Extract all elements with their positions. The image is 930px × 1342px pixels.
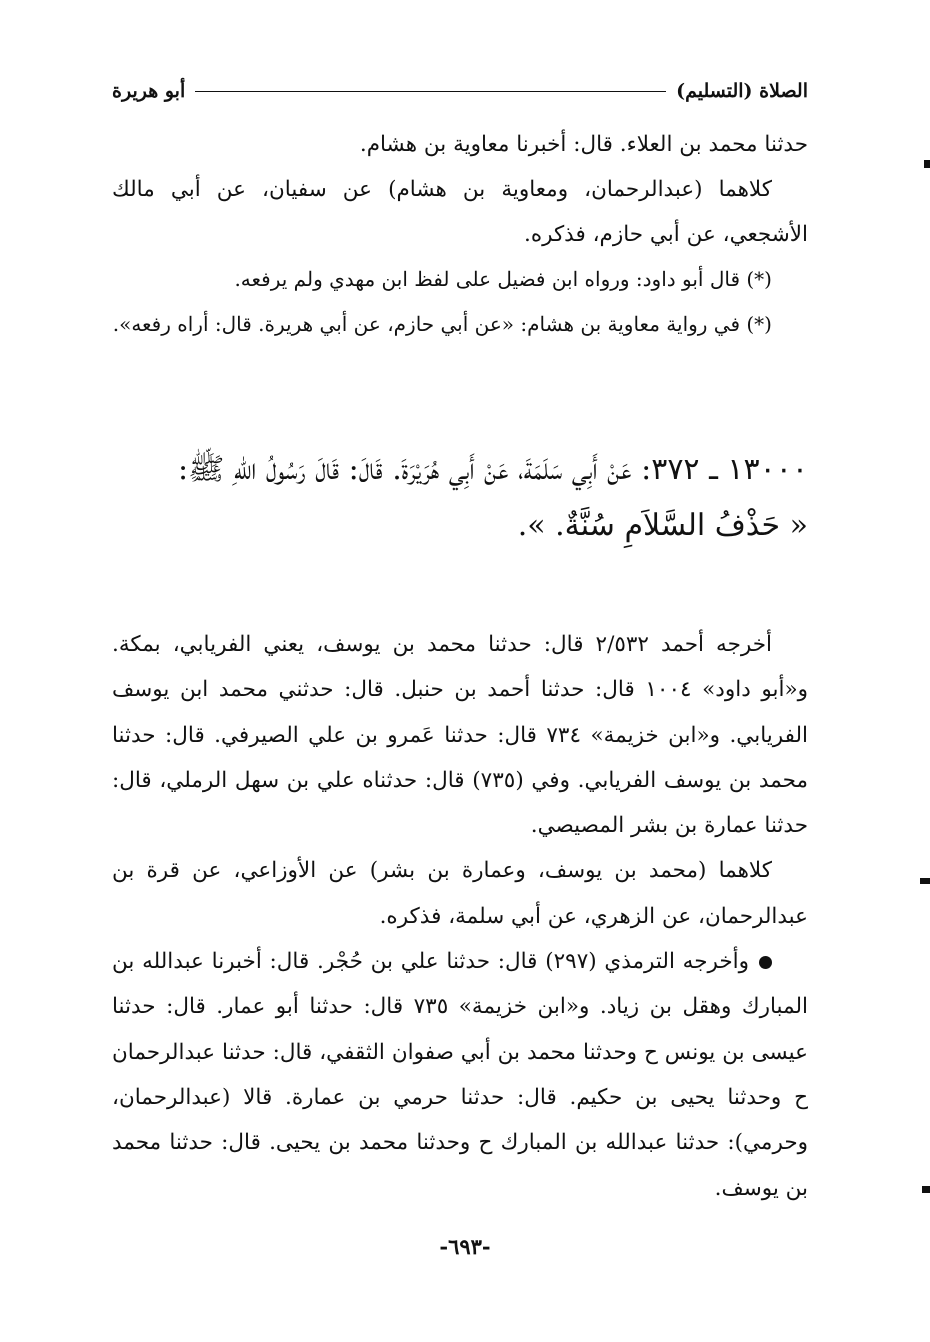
takhrij-block bbox=[112, 622, 808, 1211]
bullet-dot-icon bbox=[759, 956, 772, 969]
running-header bbox=[112, 76, 808, 106]
footnote-abu-dawud: (*) قال أبو داود: ورواه ابن فضيل على لفظ ابن مهدي ولم يرفعه. bbox=[234, 267, 772, 291]
header-narrator-name: أبو هريرة bbox=[112, 80, 186, 102]
takhrij-paragraph-2: كلاهما (محمد بن يوسف، وعمارة بن بشر) عن الأوزاعي، عن قرة بن عبدالرحمان، عن الزهري، عن أبي سلمة، فذكره. bbox=[112, 858, 808, 929]
chain-paragraph: كلاهما (عبدالرحمان، ومعاوية بن هشام) عن سفيان، عن أبي مالك الأشجعي، عن أبي حازم، فذكره. bbox=[112, 177, 808, 247]
chain-line: حدثنا محمد بن العلاء. قال: أخبرنا معاوية بن هشام. bbox=[359, 132, 808, 157]
top-text-block bbox=[112, 122, 808, 347]
header-chapter-title: الصلاة (التسليم) bbox=[676, 80, 808, 102]
margin-mark-icon bbox=[924, 160, 930, 168]
takhrij-paragraph-3-text: وأخرجه الترمذي (٢٩٧) قال: حدثنا علي بن حُجْر. قال: أخبرنا عبدالله بن المبارك وهقل بن زياد. و«ابن خزيمة» ٧٣٥ قال: حدثنا أبو عمار. قال: حدثنا عيسى بن يونس ح وحدثنا محمد بن أبي صفوان الثقفي، قال: حدثنا عبدالرحمان ح وحدثنا يحيى بن حكيم. قال: حدثنا حرمي بن عمارة. قالا (عبدالرحمان، وحرمي): حدثنا عبدالله بن المبارك ح وحدثنا محمد بن يحيى. قال: حدثنا محمد بن يوسف. bbox=[112, 949, 808, 1201]
takhrij-paragraph-3 bbox=[112, 939, 808, 1211]
margin-mark-icon bbox=[920, 878, 930, 884]
footnote-muawiya: (*) في رواية معاوية بن هشام: «عن أبي حازم، عن أبي هريرة. قال: أراه رفعه». bbox=[112, 312, 772, 336]
header-rule bbox=[195, 91, 666, 92]
takhrij-paragraph-1: أخرجه أحمد ٢/٥٣٢ قال: حدثنا محمد بن يوسف، يعني الفريابي، بمكة. و«أبو داود» ١٠٠٤ قال: حدثنا أحمد بن حنبل. قال: حدثني محمد ابن يوسف الفريابي. و«ابن خزيمة» ٧٣٤ قال: حدثنا عَمرو بن علي الصيرفي. قال: حدثنا محمد بن يوسف الفريابي. وفي (٧٣٥) قال: حدثناه علي بن سهل الرملي، قال: حدثنا عمارة بن بشر المصيصي. bbox=[112, 632, 809, 839]
hadith-block bbox=[112, 442, 808, 554]
page-number: -٦٩٣- bbox=[439, 1234, 491, 1259]
hadith-matn: « حَذْفُ السَّلاَمِ سُنَّةٌ. ». bbox=[517, 508, 808, 543]
hadith-isnad: ١٣٠٠٠ ـ ٣٧٢: عَنْ أَبِي سَلَمَةَ، عَنْ أَبِي هُرَيْرَةَ. قَالَ: قَالَ رَسُولُ اللهِ ﷺ: bbox=[178, 452, 808, 487]
margin-mark-icon bbox=[922, 1186, 930, 1193]
